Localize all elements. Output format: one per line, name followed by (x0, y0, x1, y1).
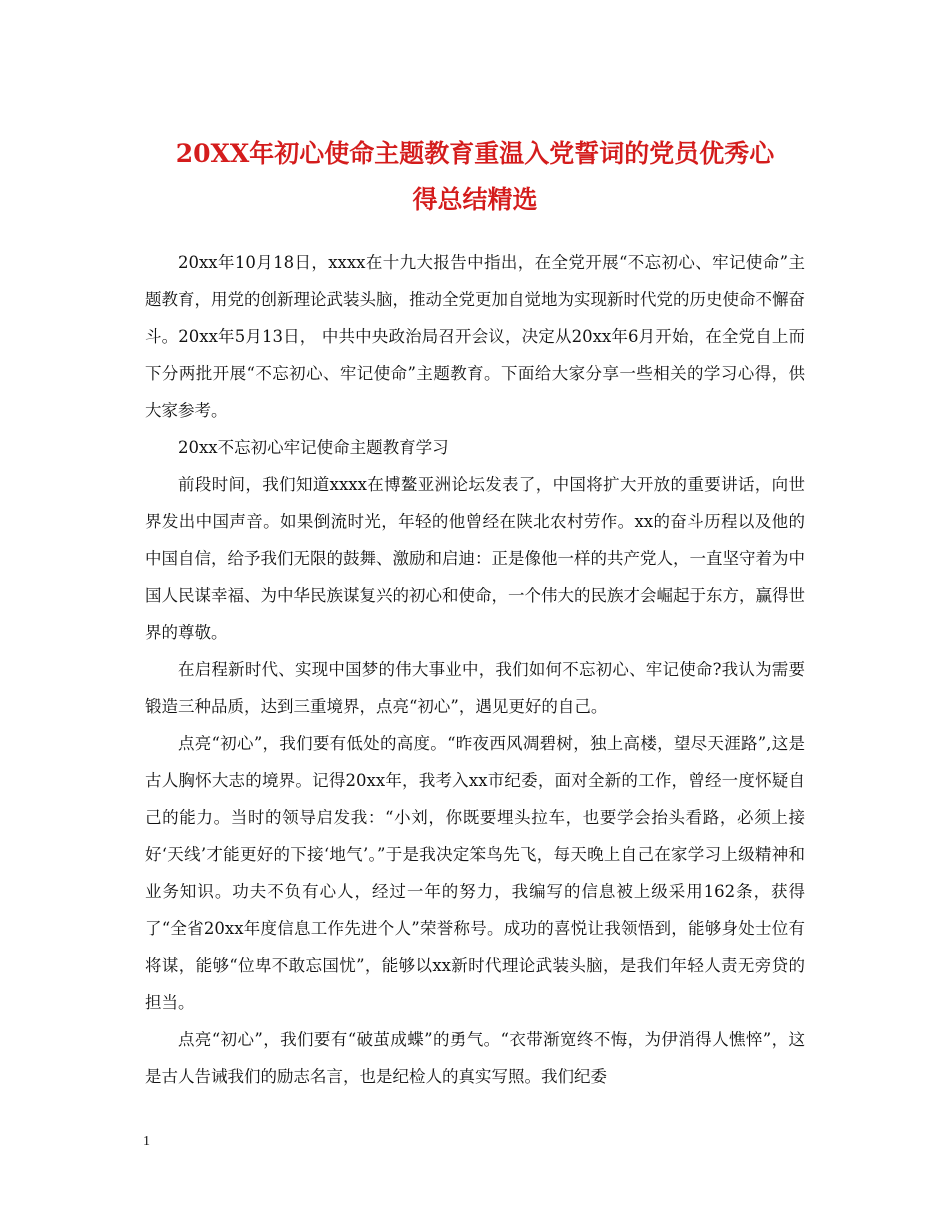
document-title-line-2: 得总结精选 (412, 185, 538, 214)
paragraph-low-height: 点亮“初心”，我们要有低处的高度。“昨夜西风凋碧树，独上高楼，望尽天涯路”,这是古人胸怀大志的境界。记得20xx年，我考入xx市纪委，面对全新的工作，曾经一度怀疑自己的能力。当时的领导启发我：“小刘，你既要埋头拉车，也要学会抬头看路，必须上接好‘天线’才能更好的下接‘地气’。”于是我决定笨鸟先飞，每天晚上自己在家学习上级精神和业务知识。功夫不负有心人，经过一年的努力，我编写的信息被上级采用162条，获得了“全省20xx年度信息工作先进个人”荣誉称号。成功的喜悦让我领悟到，能够身处士位有将谋，能够“位卑不敢忘国忧”，能够以xx新时代理论武装头脑，是我们年轻人责无旁贷的担当。 (145, 734, 805, 1012)
document-title-line-1: 20XX年初心使命主题教育重温入党誓词的党员优秀心 (175, 139, 775, 168)
paragraph-courage: 点亮“初心”，我们要有“破茧成蝶”的勇气。“衣带渐宽终不悔，为伊消得人憔悴”，这是古人告诫我们的励志名言，也是纪检人的真实写照。我们纪委 (145, 1030, 805, 1086)
paragraph-boao-forum: 前段时间，我们知道xxxx在博鳌亚洲论坛发表了，中国将扩大开放的重要讲话，向世界发出中国声音。如果倒流时光，年轻的他曾经在陕北农村劳作。xx的奋斗历程以及他的中国自信，给予我们无限的鼓舞、激励和启迪：正是像他一样的共产党人，一直坚守着为中国人民谋幸福、为中华民族谋复兴的初心和使命，一个伟大的民族才会崛起于东方，赢得世界的尊敬。 (145, 475, 805, 642)
paragraph-subheading: 20xx不忘初心牢记使命主题教育学习 (178, 438, 449, 457)
paragraph-intro: 20xx年10月18日，xxxx在十九大报告中指出，在全党开展“不忘初心、牢记使命”主题教育，用党的创新理论武装头脑，推动全党更加自觉地为实现新时代党的历史使命不懈奋斗。20xx年5月13日， 中共中央政治局召开会议，决定从20xx年6月开始，在全党自上而下分两批开展“不忘初心、牢记使命”主题教育。下面给大家分享一些相关的学习心得，供大家参考。 (145, 253, 805, 420)
page-number: 1 (143, 1134, 150, 1149)
paragraph-three-qualities: 在启程新时代、实现中国梦的伟大事业中，我们如何不忘初心、牢记使命?我认为需要锻造三种品质，达到三重境界，点亮“初心”，遇见更好的自己。 (145, 660, 805, 716)
document-body (145, 244, 805, 1095)
